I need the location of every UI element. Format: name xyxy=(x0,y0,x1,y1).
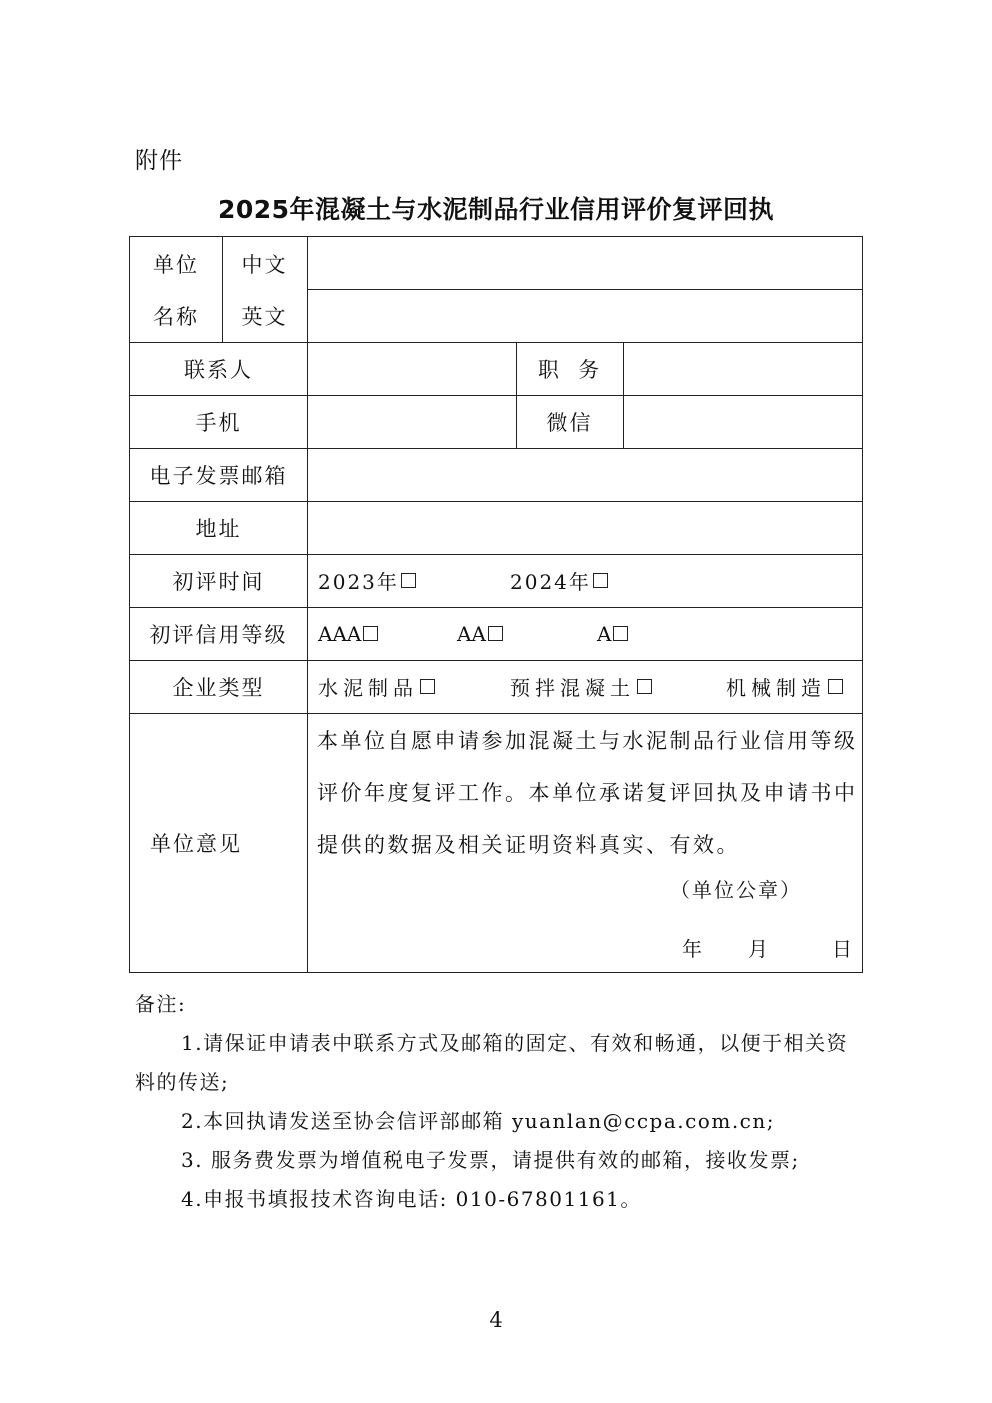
checkbox-ready-mixed-concrete[interactable] xyxy=(637,679,652,694)
english-name-label: 英文 xyxy=(241,305,288,329)
option-aa[interactable] xyxy=(457,607,503,660)
address-field[interactable] xyxy=(307,501,863,554)
checkbox-cement-products[interactable] xyxy=(420,679,435,694)
date-year-label: 年 xyxy=(682,937,702,961)
checkbox-machinery-manufacturing[interactable] xyxy=(828,679,843,694)
date-month-label: 月 xyxy=(748,937,768,961)
option-aa-label: AA xyxy=(457,621,486,646)
notes-heading: 备注: xyxy=(135,992,187,1016)
initial-eval-time-label: 初评时间 xyxy=(172,569,265,594)
option-2023-label: 2023年 xyxy=(318,570,399,594)
checkbox-aa[interactable] xyxy=(488,626,503,641)
option-2023[interactable] xyxy=(318,554,416,607)
checkbox-2023[interactable] xyxy=(401,573,416,588)
contact-field[interactable] xyxy=(307,342,516,395)
unit-seal: （单位公章） xyxy=(670,878,802,902)
chinese-name-field[interactable] xyxy=(307,237,863,290)
option-ready-mixed-concrete-label: 预拌混凝土 xyxy=(510,676,635,700)
position-label: 职 务 xyxy=(537,357,602,382)
contact-label: 联系人 xyxy=(184,357,253,382)
wechat-label: 微信 xyxy=(546,410,593,435)
option-2024-label: 2024年 xyxy=(510,570,591,594)
page-title: 2025年混凝土与水泥制品行业信用评价复评回执 xyxy=(217,195,775,224)
initial-credit-grade-label: 初评信用等级 xyxy=(149,622,288,647)
date-day-label: 日 xyxy=(832,937,852,961)
notes-section xyxy=(135,985,860,1219)
opinion-line: 本单位自愿申请参加混凝土与水泥制品行业信用等级 xyxy=(317,729,858,753)
checkbox-2024[interactable] xyxy=(593,573,608,588)
option-machinery-manufacturing[interactable] xyxy=(726,660,843,713)
note-item: 1.请保证申请表中联系方式及邮箱的固定、有效和畅通，以便于相关资料的传送; xyxy=(135,1031,849,1094)
unit-name-label-bottom: 名称 xyxy=(153,305,199,329)
option-2024[interactable] xyxy=(510,554,608,607)
attachment-label: 附件 xyxy=(135,148,183,174)
checkbox-a[interactable] xyxy=(613,626,628,641)
option-aaa[interactable] xyxy=(318,607,378,660)
unit-opinion-statement xyxy=(317,715,865,871)
opinion-line: 提供的数据及相关证明资料真实、有效。 xyxy=(317,833,740,857)
receipt-form xyxy=(129,236,863,973)
invoice-email-label: 电子发票邮箱 xyxy=(149,463,288,488)
option-cement-products-label: 水泥制品 xyxy=(318,676,418,700)
option-a[interactable] xyxy=(597,607,628,660)
option-a-label: A xyxy=(597,621,612,646)
position-field[interactable] xyxy=(623,342,863,395)
option-ready-mixed-concrete[interactable] xyxy=(510,660,652,713)
address-label: 地址 xyxy=(195,516,242,541)
option-aaa-label: AAA xyxy=(318,621,362,646)
wechat-field[interactable] xyxy=(623,395,863,448)
enterprise-type-label: 企业类型 xyxy=(172,675,265,700)
option-cement-products[interactable] xyxy=(318,660,435,713)
note-item: 2.本回执请发送至协会信评部邮箱 yuanlan@ccpa.com.cn; xyxy=(181,1109,775,1133)
invoice-email-field[interactable] xyxy=(307,448,863,501)
page-number: 4 xyxy=(489,1308,503,1332)
phone-field[interactable] xyxy=(307,395,516,448)
unit-name-label-top: 单位 xyxy=(153,252,199,277)
opinion-line: 评价年度复评工作。本单位承诺复评回执及申请书中 xyxy=(317,781,858,805)
phone-label: 手机 xyxy=(195,410,242,435)
option-machinery-manufacturing-label: 机械制造 xyxy=(726,676,826,700)
checkbox-aaa[interactable] xyxy=(363,626,378,641)
note-item: 4.申报书填报技术咨询电话: 010-67801161。 xyxy=(181,1187,642,1211)
chinese-name-label: 中文 xyxy=(241,252,288,277)
english-name-field[interactable] xyxy=(307,290,863,342)
note-item: 3. 服务费发票为增值税电子发票，请提供有效的邮箱，接收发票; xyxy=(181,1148,800,1172)
unit-opinion-label: 单位意见 xyxy=(150,832,242,856)
